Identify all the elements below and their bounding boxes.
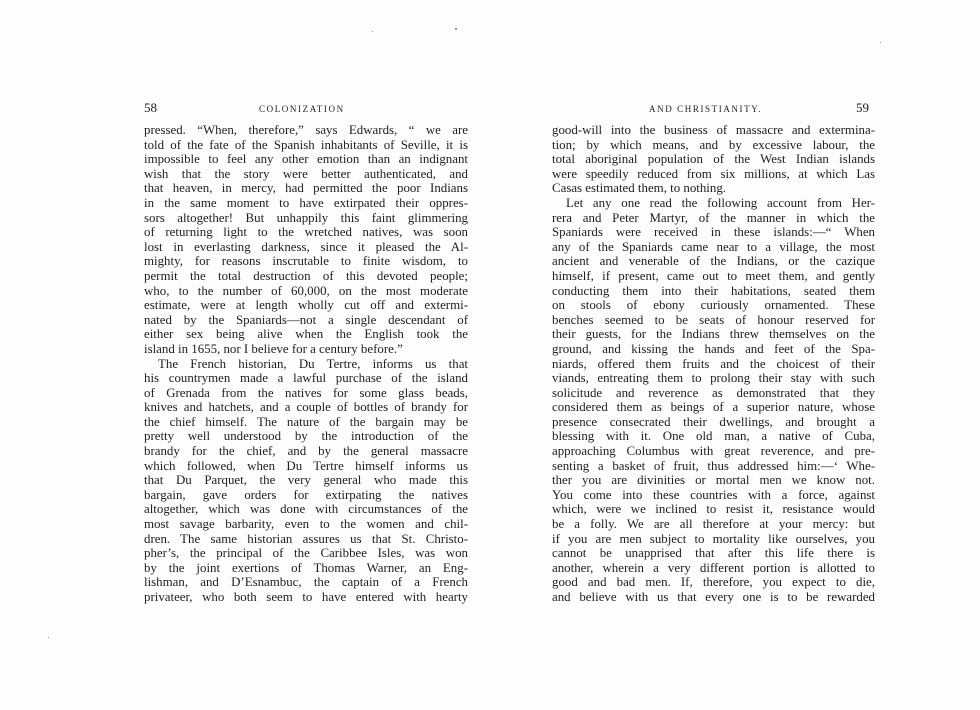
right-page <box>490 0 980 710</box>
page-speck <box>48 637 49 638</box>
text-line: cannot be unapprised that after this life there is <box>552 546 875 561</box>
text-line: pressed. “When, therefore,” says Edwards, “ we are <box>144 123 468 137</box>
text-line: lost in everlasting darkness, since it pleased the Al- <box>144 239 468 254</box>
text-line: ground, and kissing the hands and feet of the Spa- <box>552 341 875 356</box>
text-line: nated by the Spaniards—not a single descendant of <box>144 312 468 327</box>
text-line: himself, if present, came out to meet them, and gently <box>552 268 875 283</box>
text-line: presence consecrated their dwellings, and brought a <box>552 414 875 429</box>
text-line: either sex being alive when the English took the <box>144 327 468 342</box>
left-page-number: 58 <box>144 100 157 115</box>
page-speck <box>880 42 881 43</box>
text-line: dren. The same historian assures us that St. Christo- <box>144 531 468 546</box>
text-line: Casas estimated them, to nothing. <box>552 181 726 196</box>
page-speck <box>455 28 457 30</box>
text-line: mighty, for reasons inscrutable to finite wisdom, to <box>144 254 468 269</box>
text-line: good and bad men. If, therefore, you expect to die, <box>552 575 875 590</box>
text-line: most savage barbarity, even to the women and chil- <box>144 517 468 532</box>
text-line: which, were we inclined to resist it, resistance would <box>552 502 875 517</box>
text-line: privateer, who both seem to have entered with hearty <box>144 590 468 604</box>
text-line: knives and hatchets, and a couple of bottles of brandy for <box>144 400 468 415</box>
text-line: bargain, gave orders for extirpating the natives <box>144 487 468 502</box>
text-line: solicitude and reverence as demonstrated that they <box>552 385 875 400</box>
right-body-text <box>552 123 875 605</box>
text-line: on stools of ebony curiously ornamented. These <box>552 298 875 313</box>
right-running-head: AND CHRISTIANITY. <box>649 104 763 114</box>
text-line: and believe with us that every one is to be rewarded <box>552 590 875 604</box>
text-line: good-will into the business of massacre and extermina- <box>552 123 875 137</box>
text-line: considered them as beings of a superior nature, whose <box>552 400 875 415</box>
text-line: senting a basket of fruit, thus addressed him:—‘ Whe- <box>552 458 875 473</box>
text-line: if you are men subject to mortality like ourselves, you <box>552 531 875 546</box>
text-line: approaching Columbus with great reverence, and pre- <box>552 444 875 459</box>
text-line: told of the fate of the Spanish inhabitants of Seville, it is <box>144 137 468 152</box>
text-line: ther you are divinities or mortal men we know not. <box>552 473 875 488</box>
text-line: Let any one read the following account from Her- <box>566 195 875 210</box>
text-line: his countrymen made a lawful purchase of the island <box>144 371 468 386</box>
text-line: island in 1655, nor I believe for a century before.” <box>144 341 403 356</box>
text-line: viands, entreating them to prolong their stay with such <box>552 371 875 386</box>
text-line: that heaven, in mercy, had permitted the poor Indians <box>144 181 468 196</box>
text-line: by the joint exertions of Thomas Warner, an Eng- <box>144 560 468 575</box>
left-body-text <box>144 123 468 605</box>
page-speck <box>372 31 373 32</box>
text-line: of returning light to the wretched natives, was soon <box>144 225 468 240</box>
text-line: pher’s, the principal of the Caribbee Isles, was won <box>144 546 468 561</box>
text-line: lishman, and D’Esnambuc, the captain of a French <box>144 575 468 590</box>
text-line: rera and Peter Martyr, of the manner in which the <box>552 210 875 225</box>
text-line: impossible to feel any other emotion than an indignant <box>144 152 468 167</box>
text-line: blessing with it. One old man, a native of Cuba, <box>552 429 875 444</box>
text-line: Spaniards were received in these islands:—“ When <box>552 225 875 240</box>
text-line: sors altogether! But unhappily this faint glimmering <box>144 210 468 225</box>
text-line: were speedily reduced from six millions, at which Las <box>552 166 875 181</box>
text-line: their guests, for the Indians threw themselves on the <box>552 327 875 342</box>
text-line: altogether, which was done with circumstances of the <box>144 502 468 517</box>
text-line: which followed, when Du Tertre himself informs us <box>144 458 468 473</box>
text-line: be a folly. We are all therefore at your mercy: but <box>552 517 875 532</box>
text-line: in the same moment to have extirpated their oppres- <box>144 195 468 210</box>
text-line: any of the Spaniards came near to a village, the most <box>552 239 875 254</box>
text-line: benches seemed to be seats of honour reserved for <box>552 312 875 327</box>
text-line: tion; by which means, and by excessive labour, the <box>552 137 875 152</box>
left-running-head: COLONIZATION <box>259 104 345 114</box>
text-line: pretty well understood by the introduction of the <box>144 429 468 444</box>
right-page-number: 59 <box>856 100 869 115</box>
text-line: You come into these countries with a force, against <box>552 487 875 502</box>
text-line: ancient and venerable of the Indians, or the cazique <box>552 254 875 269</box>
text-line: estimate, were at length wholly cut off and extermi- <box>144 298 468 313</box>
text-line: the chief himself. The nature of the bargain may be <box>144 414 468 429</box>
text-line: of Grenada from the natives for some glass beads, <box>144 385 468 400</box>
text-line: The French historian, Du Tertre, informs us that <box>158 356 468 371</box>
text-line: niards, offered them fruits and the choicest of their <box>552 356 875 371</box>
text-line: who, to the number of 60,000, on the most moderate <box>144 283 468 298</box>
text-line: that Du Parquet, the very general who made this <box>144 473 468 488</box>
text-line: wish that the story were better authenticated, and <box>144 166 468 181</box>
text-line: conducting them into their habitations, seated them <box>552 283 875 298</box>
text-line: total aboriginal population of the West Indian islands <box>552 152 875 167</box>
text-line: another, wherein a very different portion is allotted to <box>552 560 875 575</box>
text-line: brandy for the chief, and by the general massacre <box>144 444 468 459</box>
text-line: permit the total destruction of this devoted people; <box>144 268 468 283</box>
